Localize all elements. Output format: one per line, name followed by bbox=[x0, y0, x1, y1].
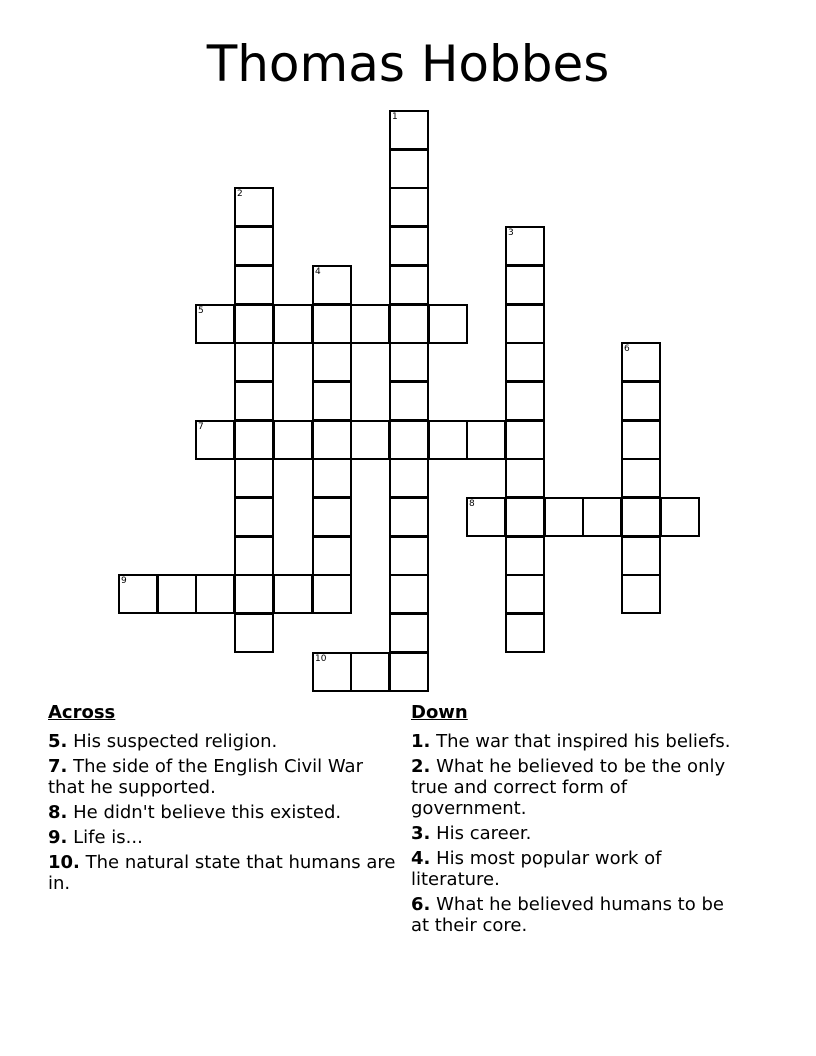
across-clues bbox=[48, 701, 398, 898]
cell-number: 4 bbox=[315, 267, 321, 277]
crossword-cell[interactable] bbox=[389, 574, 429, 614]
crossword-cell[interactable] bbox=[234, 458, 274, 498]
clue-number: 7. bbox=[48, 756, 68, 777]
crossword-cell[interactable] bbox=[505, 226, 545, 266]
clue-text: The side of the English Civil War that he supported. bbox=[48, 756, 363, 798]
crossword-cell[interactable] bbox=[505, 265, 545, 305]
crossword-cell[interactable] bbox=[505, 613, 545, 653]
crossword-cell[interactable] bbox=[195, 420, 235, 460]
crossword-cell[interactable] bbox=[505, 420, 545, 460]
crossword-cell[interactable] bbox=[312, 265, 352, 305]
crossword-cell[interactable] bbox=[621, 536, 661, 576]
crossword-cell[interactable] bbox=[389, 110, 429, 150]
crossword-cell[interactable] bbox=[621, 497, 661, 537]
crossword-cell[interactable] bbox=[350, 420, 390, 460]
crossword-cell[interactable] bbox=[234, 497, 274, 537]
crossword-cell[interactable] bbox=[234, 226, 274, 266]
clue-text: The natural state that humans are in. bbox=[48, 852, 396, 894]
crossword-cell[interactable] bbox=[389, 536, 429, 576]
crossword-cell[interactable] bbox=[234, 574, 274, 614]
down-heading: Down bbox=[411, 702, 468, 723]
crossword-cell[interactable] bbox=[389, 265, 429, 305]
cell-number: 7 bbox=[198, 422, 204, 432]
cell-number: 6 bbox=[624, 344, 630, 354]
crossword-cell[interactable] bbox=[118, 574, 158, 614]
clue-across-8 bbox=[48, 802, 398, 823]
crossword-cell[interactable] bbox=[312, 497, 352, 537]
crossword-cell[interactable] bbox=[505, 342, 545, 382]
crossword-cell[interactable] bbox=[389, 652, 429, 692]
crossword-cell[interactable] bbox=[389, 613, 429, 653]
cell-number: 2 bbox=[237, 189, 243, 199]
crossword-cell[interactable] bbox=[505, 381, 545, 421]
clue-down-1 bbox=[411, 731, 741, 752]
clue-number: 5. bbox=[48, 731, 68, 752]
clue-number: 8. bbox=[48, 802, 68, 823]
crossword-cell[interactable] bbox=[312, 420, 352, 460]
clue-down-3 bbox=[411, 823, 741, 844]
crossword-cell[interactable] bbox=[466, 420, 506, 460]
crossword-cell[interactable] bbox=[621, 574, 661, 614]
clue-text: The war that inspired his beliefs. bbox=[436, 731, 731, 752]
crossword-cell[interactable] bbox=[660, 497, 700, 537]
cell-number: 1 bbox=[392, 112, 398, 122]
crossword-cell[interactable] bbox=[389, 342, 429, 382]
crossword-cell[interactable] bbox=[389, 420, 429, 460]
crossword-cell[interactable] bbox=[312, 342, 352, 382]
crossword-cell[interactable] bbox=[505, 304, 545, 344]
crossword-cell[interactable] bbox=[234, 342, 274, 382]
crossword-cell[interactable] bbox=[234, 304, 274, 344]
crossword-cell[interactable] bbox=[466, 497, 506, 537]
crossword-cell[interactable] bbox=[234, 613, 274, 653]
crossword-cell[interactable] bbox=[389, 226, 429, 266]
clue-across-5 bbox=[48, 731, 398, 752]
clue-across-7 bbox=[48, 756, 398, 798]
clue-number: 2. bbox=[411, 756, 431, 777]
crossword-cell[interactable] bbox=[505, 536, 545, 576]
clue-number: 6. bbox=[411, 894, 431, 915]
crossword-cell[interactable] bbox=[621, 420, 661, 460]
crossword-cell[interactable] bbox=[350, 652, 390, 692]
clue-across-9 bbox=[48, 827, 398, 848]
clue-text: His suspected religion. bbox=[73, 731, 278, 752]
clue-text: He didn't believe this existed. bbox=[73, 802, 342, 823]
clue-down-4 bbox=[411, 848, 741, 890]
crossword-cell[interactable] bbox=[312, 304, 352, 344]
crossword-cell[interactable] bbox=[312, 574, 352, 614]
across-heading: Across bbox=[48, 702, 116, 723]
crossword-cell[interactable] bbox=[389, 304, 429, 344]
crossword-cell[interactable] bbox=[195, 304, 235, 344]
crossword-cell[interactable] bbox=[273, 420, 313, 460]
crossword-cell[interactable] bbox=[389, 187, 429, 227]
crossword-cell[interactable] bbox=[621, 381, 661, 421]
crossword-cell[interactable] bbox=[428, 304, 468, 344]
clue-number: 9. bbox=[48, 827, 68, 848]
crossword-cell[interactable] bbox=[389, 497, 429, 537]
clue-text: What he believed to be the only true and correct form of government. bbox=[411, 756, 726, 819]
clue-down-6 bbox=[411, 894, 741, 936]
cell-number: 10 bbox=[315, 654, 327, 664]
crossword-cell[interactable] bbox=[234, 420, 274, 460]
crossword-cell[interactable] bbox=[312, 458, 352, 498]
clue-text: What he believed humans to be at their core. bbox=[411, 894, 724, 936]
clue-number: 4. bbox=[411, 848, 431, 869]
cell-number: 5 bbox=[198, 306, 204, 316]
clue-number: 10. bbox=[48, 852, 80, 873]
clue-number: 3. bbox=[411, 823, 431, 844]
crossword-cell[interactable] bbox=[234, 265, 274, 305]
crossword-cell[interactable] bbox=[350, 304, 390, 344]
crossword-cell[interactable] bbox=[312, 652, 352, 692]
crossword-cell[interactable] bbox=[234, 536, 274, 576]
crossword-cell[interactable] bbox=[195, 574, 235, 614]
crossword-cell[interactable] bbox=[273, 574, 313, 614]
crossword-cell[interactable] bbox=[582, 497, 622, 537]
clue-down-2 bbox=[411, 756, 741, 819]
crossword-cell[interactable] bbox=[312, 536, 352, 576]
crossword-cell[interactable] bbox=[389, 381, 429, 421]
crossword-cell[interactable] bbox=[312, 381, 352, 421]
cell-number: 3 bbox=[508, 228, 514, 238]
crossword-cell[interactable] bbox=[157, 574, 197, 614]
crossword-cell[interactable] bbox=[621, 458, 661, 498]
page-title: Thomas Hobbes bbox=[206, 35, 610, 93]
crossword-cell[interactable] bbox=[389, 149, 429, 189]
clue-text: His most popular work of literature. bbox=[411, 848, 662, 890]
crossword-cell[interactable] bbox=[505, 497, 545, 537]
clue-text: Life is... bbox=[73, 827, 143, 848]
crossword-cell[interactable] bbox=[544, 497, 584, 537]
clue-number: 1. bbox=[411, 731, 431, 752]
crossword-cell[interactable] bbox=[621, 342, 661, 382]
crossword-cell[interactable] bbox=[505, 458, 545, 498]
clue-text: His career. bbox=[436, 823, 532, 844]
crossword-cell[interactable] bbox=[273, 304, 313, 344]
crossword-cell[interactable] bbox=[505, 574, 545, 614]
cell-number: 9 bbox=[121, 576, 127, 586]
crossword-cell[interactable] bbox=[428, 420, 468, 460]
crossword-cell[interactable] bbox=[389, 458, 429, 498]
crossword-cell[interactable] bbox=[234, 381, 274, 421]
clue-across-10 bbox=[48, 852, 398, 894]
cell-number: 8 bbox=[469, 499, 475, 509]
crossword-cell[interactable] bbox=[234, 187, 274, 227]
down-clues bbox=[411, 701, 741, 940]
